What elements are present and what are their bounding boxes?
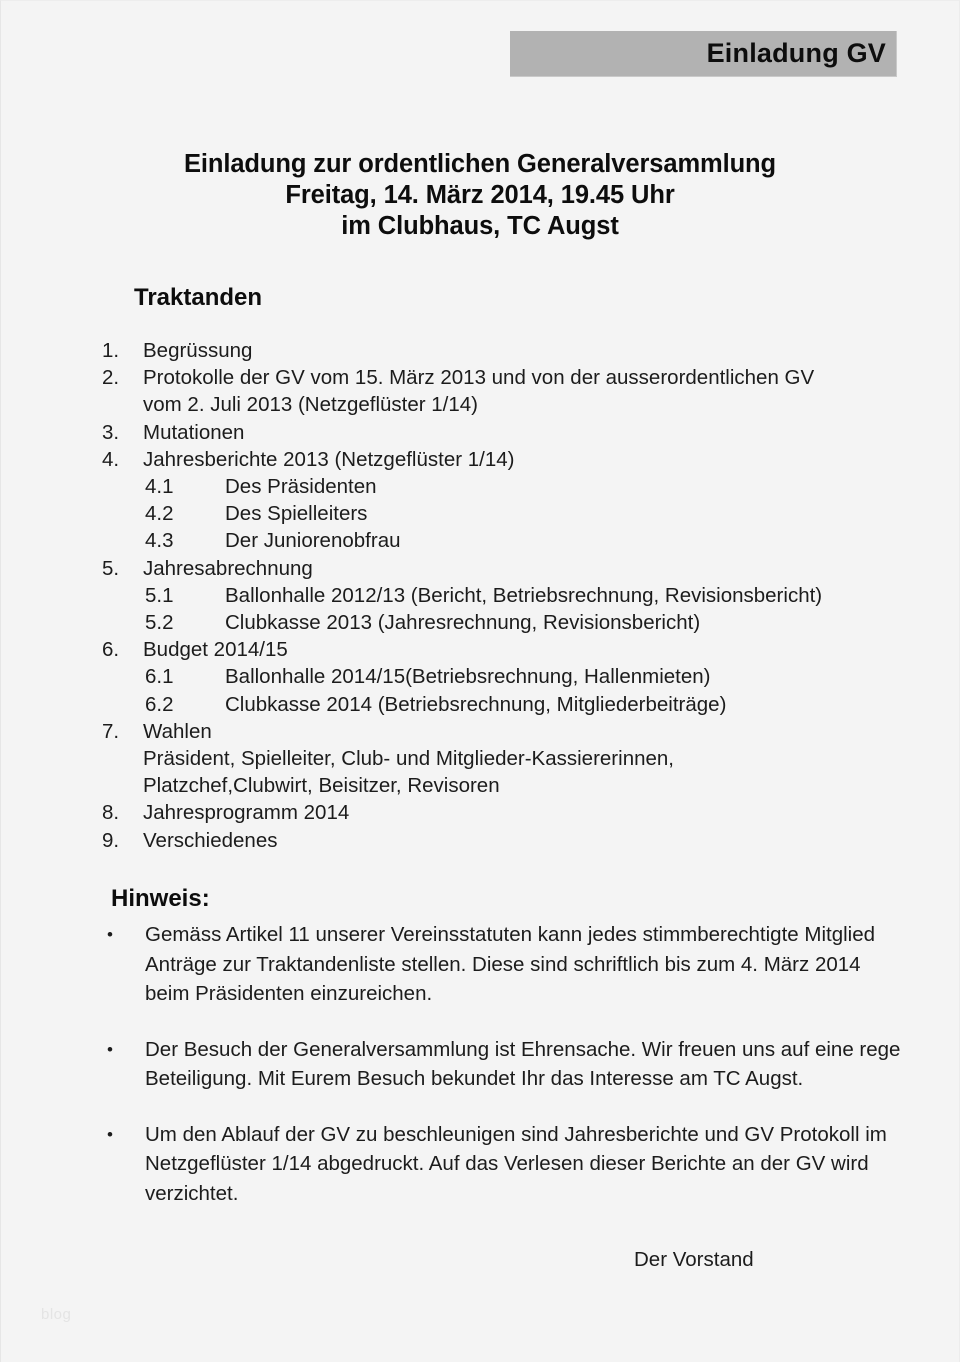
note-item	[1, 1120, 960, 1209]
agenda-row-number: 7.	[102, 719, 120, 743]
agenda-row-text: Des Präsidenten	[225, 475, 377, 499]
agenda-row-text: Präsident, Spielleiter, Club- und Mitglieder-Kassiererinnen,	[143, 747, 674, 771]
note-text: Um den Ablauf der GV zu beschleunigen sind Jahresberichte und GV Protokoll im Netzgeflüster 1/14 abgedruckt. Auf das Verlesen dieser Berichte an der GV wird verzichtet.	[145, 1122, 887, 1205]
document-title-block	[1, 149, 959, 242]
agenda-row	[1, 419, 960, 446]
note-text: Gemäss Artikel 11 unserer Vereinsstatuten kann jedes stimmberechtigte Mitglied Anträge zur Traktandenliste stellen. Diese sind schriftlich bis zum 4. März 2014 beim Präsidenten einzureichen.	[145, 923, 876, 1005]
agenda-row	[1, 799, 960, 826]
agenda-row-number: 5.2	[145, 611, 174, 635]
agenda-row-text: Ballonhalle 2014/15(Betriebsrechnung, Hallenmieten)	[225, 665, 711, 689]
agenda-row-text: Platzchef,Clubwirt, Beisitzer, Revisoren	[143, 774, 500, 798]
title-line-3: im Clubhaus, TC Augst	[341, 212, 619, 240]
agenda-row-text: Der Juniorenobfrau	[225, 529, 401, 553]
agenda-row	[1, 364, 960, 391]
note-item	[1, 1035, 960, 1094]
agenda-row	[1, 663, 960, 690]
agenda-row-text: Jahresabrechnung	[143, 556, 313, 580]
agenda-row-text: Begrüssung	[143, 339, 253, 362]
header-bar	[510, 31, 897, 77]
agenda-row-text: vom 2. Juli 2013 (Netzgeflüster 1/14)	[143, 393, 478, 417]
agenda-row-text: Des Spielleiters	[225, 502, 368, 526]
bullet-icon: •	[107, 925, 113, 944]
agenda-heading: Traktanden	[134, 284, 263, 311]
agenda-row-number: 9.	[102, 828, 120, 852]
agenda-row	[1, 636, 960, 663]
agenda-row	[1, 391, 960, 418]
watermark: blog	[41, 1306, 72, 1323]
agenda-row	[1, 745, 960, 772]
agenda-row	[1, 473, 960, 500]
note-item	[1, 920, 960, 1009]
bullet-icon: •	[107, 1124, 113, 1144]
agenda-row-number: 4.3	[145, 529, 174, 553]
agenda-row-text: Jahresprogramm 2014	[143, 801, 350, 825]
signature-line: Der Vorstand	[634, 1248, 754, 1271]
agenda-row	[1, 609, 960, 636]
agenda-row	[1, 772, 960, 799]
agenda-row-number: 1.	[102, 339, 120, 362]
agenda-row-text: Clubkasse 2014 (Betriebsrechnung, Mitgliederbeiträge)	[225, 692, 727, 716]
agenda-row	[1, 582, 960, 609]
agenda-row	[1, 718, 960, 745]
agenda-list	[1, 337, 960, 854]
title-line-2: Freitag, 14. März 2014, 19.45 Uhr	[285, 181, 675, 209]
agenda-row	[1, 691, 960, 718]
agenda-row-text: Clubkasse 2013 (Jahresrechnung, Revisionsbericht)	[225, 611, 701, 635]
agenda-row-number: 5.	[102, 556, 120, 580]
agenda-row	[1, 555, 960, 582]
agenda-row-text: Verschiedenes	[143, 828, 278, 852]
agenda-row-number: 8.	[102, 801, 120, 825]
note-text: Der Besuch der Generalversammlung ist Ehrensache. Wir freuen uns auf eine rege Beteiligung. Mit Eurem Besuch bekundet Ihr das Interesse am TC Augst.	[145, 1037, 901, 1090]
agenda-row-number: 4.2	[145, 502, 174, 526]
agenda-row-text: Wahlen	[143, 719, 212, 743]
agenda-row	[1, 337, 960, 364]
agenda-row-number: 5.1	[145, 583, 174, 607]
agenda-row-text: Mutationen	[143, 420, 245, 444]
agenda-row	[1, 500, 960, 527]
notes-list	[1, 920, 960, 1234]
agenda-row-text: Jahresberichte 2013 (Netzgeflüster 1/14)	[143, 447, 515, 471]
agenda-row-number: 4.1	[145, 475, 174, 499]
bullet-icon: •	[107, 1039, 113, 1059]
title-line-1: Einladung zur ordentlichen Generalversammlung	[183, 150, 777, 178]
agenda-row	[1, 446, 960, 473]
notes-heading: Hinweis:	[111, 885, 210, 912]
agenda-row-number: 6.	[102, 638, 120, 662]
agenda-row-number: 4.	[102, 447, 120, 471]
agenda-row-number: 6.2	[145, 692, 174, 716]
agenda-row	[1, 827, 960, 854]
agenda-row-text: Budget 2014/15	[143, 638, 288, 662]
agenda-row-number: 2.	[102, 366, 120, 390]
agenda-row-text: Ballonhalle 2012/13 (Bericht, Betriebsrechnung, Revisionsbericht)	[225, 583, 823, 607]
agenda-row-number: 3.	[102, 420, 120, 444]
agenda-row	[1, 527, 960, 554]
header-tab-title: Einladung GV	[706, 37, 886, 68]
agenda-row-number: 6.1	[145, 665, 174, 689]
agenda-row-text: Protokolle der GV vom 15. März 2013 und von der ausserordentlichen GV	[143, 366, 815, 390]
